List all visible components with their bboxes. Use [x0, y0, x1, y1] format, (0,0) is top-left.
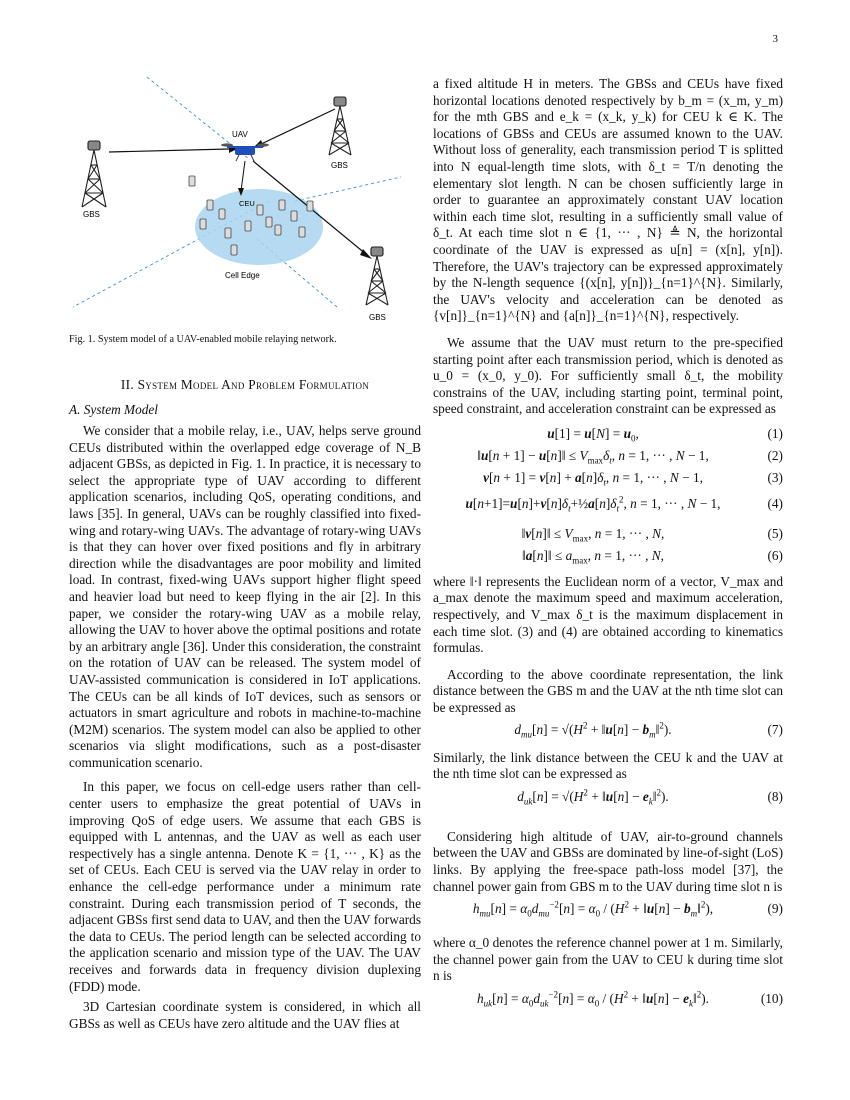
section-title: System Model And Problem Formulation	[137, 377, 370, 392]
gbs-tower-icon	[82, 141, 106, 207]
link-gbs-left-uav	[109, 149, 229, 152]
gbs-tower-icon	[366, 247, 388, 305]
uav-drone-icon	[221, 143, 269, 161]
right-paragraph-5: Similarly, the link distance between the CEU k and the UAV at the nth time slot can be expressed as	[433, 749, 783, 782]
equation-number: (2)	[767, 447, 783, 463]
figure-system-model	[69, 75, 421, 325]
ceu-label: CEU	[239, 199, 255, 208]
equation-3: $v[n + 1] = v[n] + a[n]\delta_t$, n = 1, ··· , N − 1, (3)	[483, 469, 783, 488]
equation-4: $u[n+1]=u[n]+v[n]\delta_t+\frac{1}{2}a[n]\delta_t^2$, n = 1, ··· , N − 1, (4)	[465, 494, 783, 514]
dashed-boundary-line	[295, 177, 401, 201]
equation-number: (9)	[767, 901, 783, 917]
equation-number: (1)	[767, 425, 783, 441]
right-paragraph-4: According to the above coordinate representation, the link distance between the GBS m and the UAV at the nth time slot can be expressed as	[433, 666, 783, 716]
right-paragraph-2: We assume that the UAV must return to the pre-specified starting point after each transmission period, which is denoted as u_0 = (x_0, y_0). For sufficiently small δ_t, the mobility constrains of the UAV, including starting point, terminal point, speed constraint, and acceleration constraint can be expressed as	[433, 334, 783, 417]
page-number: 3	[772, 33, 778, 45]
right-paragraph-7: where α_0 denotes the reference channel power at 1 m. Similarly, the channel power gain from the UAV to CEU k during time slot n is	[433, 935, 783, 984]
equation-5: ‖v[n]‖ ≤ $V_{max}$, n = 1, ··· , N, (5)	[521, 525, 783, 544]
equation-9: $h_{mu}[n] = \alpha_0d_{mu}^{-2}[n] = \alpha_0 / (H^2$ + ‖u[n] − $b_m‖^2$), (9)	[472, 899, 783, 919]
subsection-label: A.	[69, 402, 81, 417]
equation-number: (8)	[767, 788, 783, 804]
gbs-bottom-right-label: GBS	[369, 313, 386, 322]
equation-1: $u[1] = u[N] = u_0$, (1)	[547, 425, 783, 444]
equation-block-constraints	[433, 426, 783, 570]
equation-7: $d_{mu}[n] = √(H^2$ + ‖u[n] − $b_m‖^2$). (7)	[514, 720, 783, 740]
left-paragraph-1: We consider that a mobile relay, i.e., UAV, helps serve ground CEUs distributed within the overlapped edge coverage of N_B adjacent GBSs, as depicted in Fig. 1. In practice, it is necessary to select the appropriate type of UAV according to different application scenarios, including QoS, operating conditions, and laws [35]. In general, UAVs can be roughly classified into fixed-wing and rotary-wing UAVs. The advantage of rotary-wing UAVs is that they can hover over fixed positions and fly in arbitrary direction while the disadvantages are poor mobility and limited load. In contrast, fixed-wing UAVs support higher flight speed and heavier load but need to keep flying in the air [2]. In this paper, we consider the rotary-wing UAV as a mobile relay, allowing the UAV to hover above the optimal positions and rotate by an arbitrary angle [36]. Under this consideration, the constraint on the rotation of UAV can be released. The system model of UAV-assisted communication is considered in IoT applications. The CEUs can be all kinds of IoT devices, such as sensors or actuators in smart agriculture and robots in machine-to-machine (M2M) scenarios. The system model can also be applied to other scenarios via slight modifications, such as a post-disaster communication scenario.	[69, 423, 421, 770]
equation-number: (5)	[767, 525, 783, 541]
subsection-title: System Model	[83, 402, 158, 417]
left-column	[69, 423, 421, 1032]
section-number: II.	[120, 377, 134, 392]
equation-8: $d_{uk}[n] = √(H^2$ + ‖u[n] − $e_k‖^2$). (8)	[517, 787, 783, 807]
section-heading	[69, 377, 421, 393]
uav-label: UAV	[232, 130, 248, 139]
equation-number: (6)	[767, 547, 783, 563]
left-paragraph-2: In this paper, we focus on cell-edge users rather than cell-center users to emphasize the great potential of UAVs in improving QoS of edge users. We assume that each GBS is equipped with L antennas, and the UAV as well as each user respectively has a single antenna. Denote K = {1, ··· , K} as the set of CEUs. Each CEU is served via the UAV relay in order to enhance the cell-edge performance under a minimum rate constraint. During each transmission period of T seconds, the adjacent GBSs first send data to UAV, and then the UAV forwards the data to CEUs. The period length can be selected according to the application scenario and mission type of the UAV. The UAV receives and forwards data in frequency division duplexing (FDD) mode.	[69, 779, 421, 994]
equation-6: ‖a[n]‖ ≤ $a_{max}$, n = 1, ··· , N, (6)	[522, 547, 783, 566]
link-gbs-topright-uav	[259, 109, 335, 145]
equation-10: $h_{uk}[n] = \alpha_0d_{uk}^{-2}[n] = \alpha_0 / (H^2$ + ‖u[n] − $e_k‖^2$). (10)	[477, 989, 783, 1009]
right-column	[433, 76, 783, 1025]
subsection-heading	[69, 402, 421, 418]
link-uav-ceu	[241, 161, 245, 191]
right-paragraph-3: where ‖·‖ represents the Euclidean norm of a vector, V_max and a_max denote the maximum speed and maximum acceleration, respectively, and V_max δ_t is the maximum displacement in each time slot. (3) and (4) are obtained according to kinematics formulas.	[433, 573, 783, 656]
gbs-tower-icon	[329, 97, 351, 155]
equation-number: (10)	[760, 990, 783, 1006]
gbs-top-right-label: GBS	[331, 161, 348, 170]
equation-number: (3)	[767, 469, 783, 485]
left-paragraph-3: 3D Cartesian coordinate system is considered, in which all GBSs as well as CEUs have zero altitude and the UAV flies at	[69, 999, 421, 1031]
equation-number: (4)	[767, 495, 783, 511]
gbs-left-label: GBS	[83, 210, 100, 219]
cell-edge-label: Cell Edge	[225, 271, 260, 280]
right-paragraph-1: a fixed altitude H in meters. The GBSs and CEUs have fixed horizontal locations denoted respectively by b_m = (x_m, y_m) for the mth GBS and e_k = (x_k, y_k) for CEU k ∈ K. The locations of GBSs and CEUs are assumed known to the UAV. Without loss of generality, each transmission period T is splitted into N equal-length time slots, with δ_t = T/n denoting the elementary slot length. N can be chosen sufficiently large in order to guarantee an approximately constant UAV location within each time slot, resulting in a sufficiently small value of δ_t. At each time slot n ∈ {1, ··· , N} ≜ N, the horizontal coordinate of the UAV is expressed as u[n] = (x[n], y[n]). Therefore, the UAV's trajectory can be expressed approximately by the N-length sequence {(x[n], y[n])}_{n=1}^{N}. Similarly, the UAV's velocity and acceleration can be denoted as {v[n]}_{n=1}^{N} and {a[n]}_{n=1}^{N}, respectively.	[433, 76, 783, 324]
equation-2: ‖u[n + 1] − u[n]‖ ≤ $V_{max}\delta_t$, n = 1, ··· , N − 1, (2)	[477, 447, 783, 466]
equation-number: (7)	[767, 721, 783, 737]
right-paragraph-6: Considering high altitude of UAV, air-to-ground channels between the UAV and GBSs are dominated by line-of-sight (LoS) links. By applying the free-space path-loss model [37], the channel power gain from GBS m to the UAV during time slot n is	[433, 828, 783, 894]
figure-caption: Fig. 1. System model of a UAV-enabled mobile relaying network.	[69, 334, 337, 345]
